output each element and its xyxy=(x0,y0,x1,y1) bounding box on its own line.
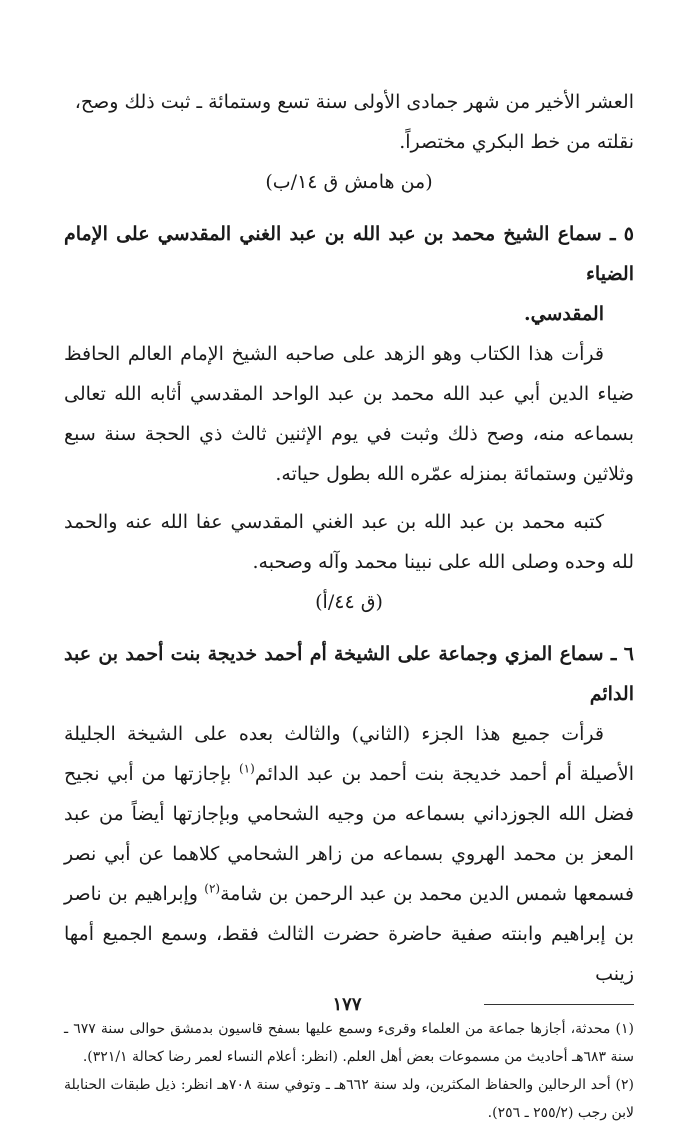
footnote-ref-1[interactable]: (١) xyxy=(238,761,255,776)
text-span: بإجازتها من أبي نجيح فضل الله الجوزداني بسماعه من وجيه الشحامي وبإجازتها أيضاً من عبد المعز بن محمد الهروي بسماعه من زاهر الشحامي كلاهما عن أبي نصر فسمعها شمس الدين محمد بن عبد الرحمن بن شامة xyxy=(64,763,634,905)
source-reference: (ق ٤٤/أ) xyxy=(315,591,383,613)
paragraph xyxy=(64,714,634,994)
source-reference: (من هامش ق ١٤/ب) xyxy=(265,171,433,193)
paragraph: كتبه محمد بن عبد الله بن عبد الغني المقدسي عفا الله عنه والحمد لله وحده وصلى الله على نبينا محمد وآله وصحبه. xyxy=(64,511,634,573)
text-line: نقلته من خط البكري مختصراً. xyxy=(399,131,634,153)
text-span: وإبراهيم بن ناصر بن إبراهيم وابنته صفية حاضرة حضرت الثالث فقط، وسمع الجميع أمها زينب xyxy=(64,883,634,985)
footnote-ref-2[interactable]: (٢) xyxy=(204,881,221,896)
section-heading-6: ٦ ـ سماع المزي وجماعة على الشيخة أم أحمد خديجة بنت أحمد بن عبد الدائم xyxy=(64,643,634,705)
paragraph: قرأت هذا الكتاب وهو الزهد على صاحبه الشيخ الإمام العالم الحافظ ضياء الدين أبي عبد الله محمد بن عبد الواحد المقدسي أثابه الله تعالى بسماعه منه، وصح ذلك وثبت في يوم الإثنين ثالث ذي الحجة سنة سبع وثلاثين وستمائة بمنزله عمّره الله بطول حياته. xyxy=(64,343,634,485)
text-line: العشر الأخير من شهر جمادى الأولى سنة تسع وستمائة ـ ثبت ذلك وصح، xyxy=(74,91,634,113)
top-margin xyxy=(64,0,634,82)
section-heading-5 xyxy=(64,214,634,334)
page-number: ١٧٧ xyxy=(332,994,362,1015)
text-span: قرأت جميع هذا الجزء (الثاني) والثالث بعده على الشيخة الجليلة الأصيلة أم أحمد خديجة بنت أحمد بن عبد الدائم xyxy=(64,723,634,785)
heading-line: ٥ ـ سماع الشيخ محمد بن عبد الله بن عبد الغني المقدسي على الإمام الضياء xyxy=(64,223,634,285)
footnote-1: (١) محدثة، أجازها جماعة من العلماء وقرىء وسمع عليها بسفح قاسيون بدمشق حوالى سنة ٦٧٧ ـ سنة ٦٨٣هـ أحاديث من مسموعات بعض أهل العلم. (انظر: أعلام النساء لعمر رضا كحالة ٣٢١/١). xyxy=(64,1021,634,1065)
footnote-2: (٢) أحد الرحالين والحفاظ المكثرين، ولد سنة ٦٦٢هـ ـ وتوفي سنة ٧٠٨هـ انظر: ذيل طبقات الحنابلة لابن رجب (٢٥٥/٢ ـ ٢٥٦). xyxy=(64,1077,634,1121)
paragraph-continuation xyxy=(64,82,634,162)
heading-line: المقدسي. xyxy=(523,303,604,325)
